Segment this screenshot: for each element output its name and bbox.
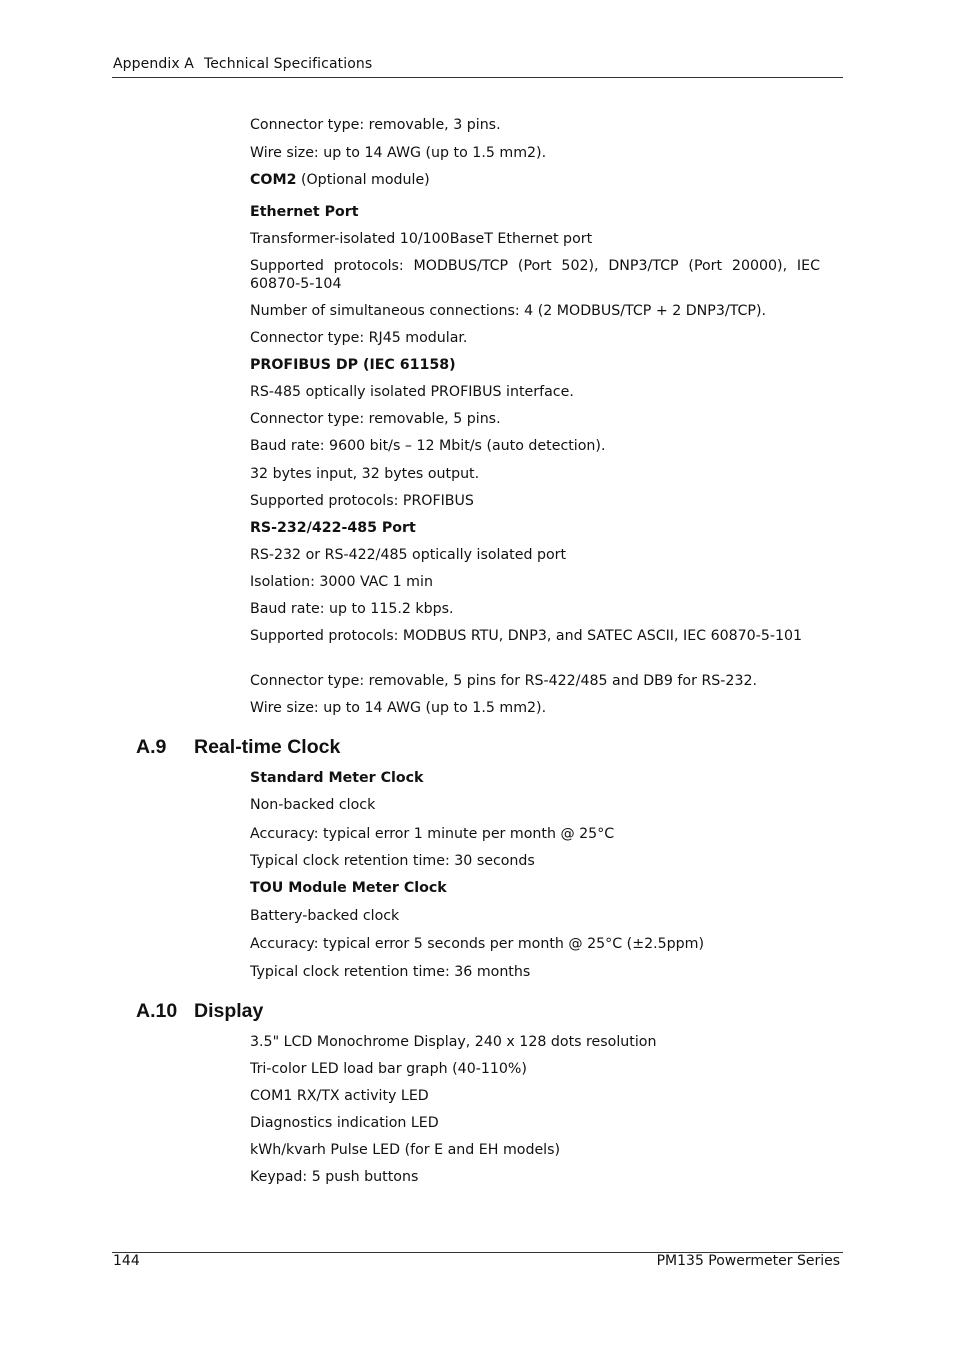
spec-line: Baud rate: 9600 bit/s – 12 Mbit/s (auto detection). [250,438,606,454]
spec-line: Accuracy: typical error 5 seconds per month @ 25°C (±2.5ppm) [250,936,705,952]
spec-line-com2 [250,171,820,189]
footer-product: PM135 Powermeter Series [656,1253,840,1269]
section-title: Display [194,1000,264,1022]
spec-line: Typical clock retention time: 30 seconds [250,853,535,869]
section-title: Real-time Clock [194,736,341,758]
spec-line: Supported protocols: MODBUS/TCP (Port 502), DNP3/TCP (Port 20000), IEC 60870-5-104 [250,258,820,292]
spec-line: Connector type: RJ45 modular. [250,330,468,346]
page-number: 144 [113,1253,140,1269]
spec-line: Supported protocols: MODBUS RTU, DNP3, and SATEC ASCII, IEC 60870-5-101 [250,628,803,644]
com2-label: COM2 [250,172,297,188]
subheading-standard-clock: Standard Meter Clock [250,770,424,786]
spec-line: Number of simultaneous connections: 4 (2 MODBUS/TCP + 2 DNP3/TCP). [250,303,766,319]
header-appendix: Appendix A [113,56,194,72]
header-rule [112,77,843,78]
spec-line: Typical clock retention time: 36 months [250,964,531,980]
spec-line: Battery-backed clock [250,908,400,924]
spec-line: Wire size: up to 14 AWG (up to 1.5 mm2). [250,145,547,161]
spec-line: Transformer-isolated 10/100BaseT Ethernet port [250,231,593,247]
spec-line: Non-backed clock [250,797,376,813]
spec-line: Keypad: 5 push buttons [250,1169,419,1185]
subheading-tou-clock: TOU Module Meter Clock [250,880,447,896]
section-number: A.10 [136,1000,178,1022]
spec-line: RS-485 optically isolated PROFIBUS interface. [250,384,574,400]
spec-line: COM1 RX/TX activity LED [250,1088,429,1104]
spec-line: Baud rate: up to 115.2 kbps. [250,601,454,617]
spec-line: Tri-color LED load bar graph (40-110%) [250,1061,527,1077]
spec-line: 3.5" LCD Monochrome Display, 240 x 128 dots resolution [250,1034,657,1050]
spec-line: Diagnostics indication LED [250,1115,439,1131]
subheading-profibus: PROFIBUS DP (IEC 61158) [250,357,456,373]
section-number: A.9 [136,736,167,758]
spec-line: Connector type: removable, 5 pins for RS-422/485 and DB9 for RS-232. [250,673,758,689]
subheading-rs232: RS-232/422-485 Port [250,520,416,536]
spec-line: Connector type: removable, 5 pins. [250,411,501,427]
spec-line: Supported protocols: PROFIBUS [250,493,474,509]
section-heading-a9 [136,735,340,759]
spec-line: kWh/kvarh Pulse LED (for E and EH models) [250,1142,561,1158]
running-header [113,56,372,72]
section-heading-a10 [136,999,263,1023]
subheading-ethernet: Ethernet Port [250,204,359,220]
header-title: Technical Specifications [203,56,373,72]
spec-line: Accuracy: typical error 1 minute per month @ 25°C [250,826,615,842]
spec-line: Isolation: 3000 VAC 1 min [250,574,433,590]
spec-line: Wire size: up to 14 AWG (up to 1.5 mm2). [250,700,547,716]
spec-line: RS-232 or RS-422/485 optically isolated port [250,547,567,563]
spec-line: 32 bytes input, 32 bytes output. [250,466,480,482]
spec-line: Connector type: removable, 3 pins. [250,117,501,133]
com2-note: (Optional module) [300,172,430,188]
